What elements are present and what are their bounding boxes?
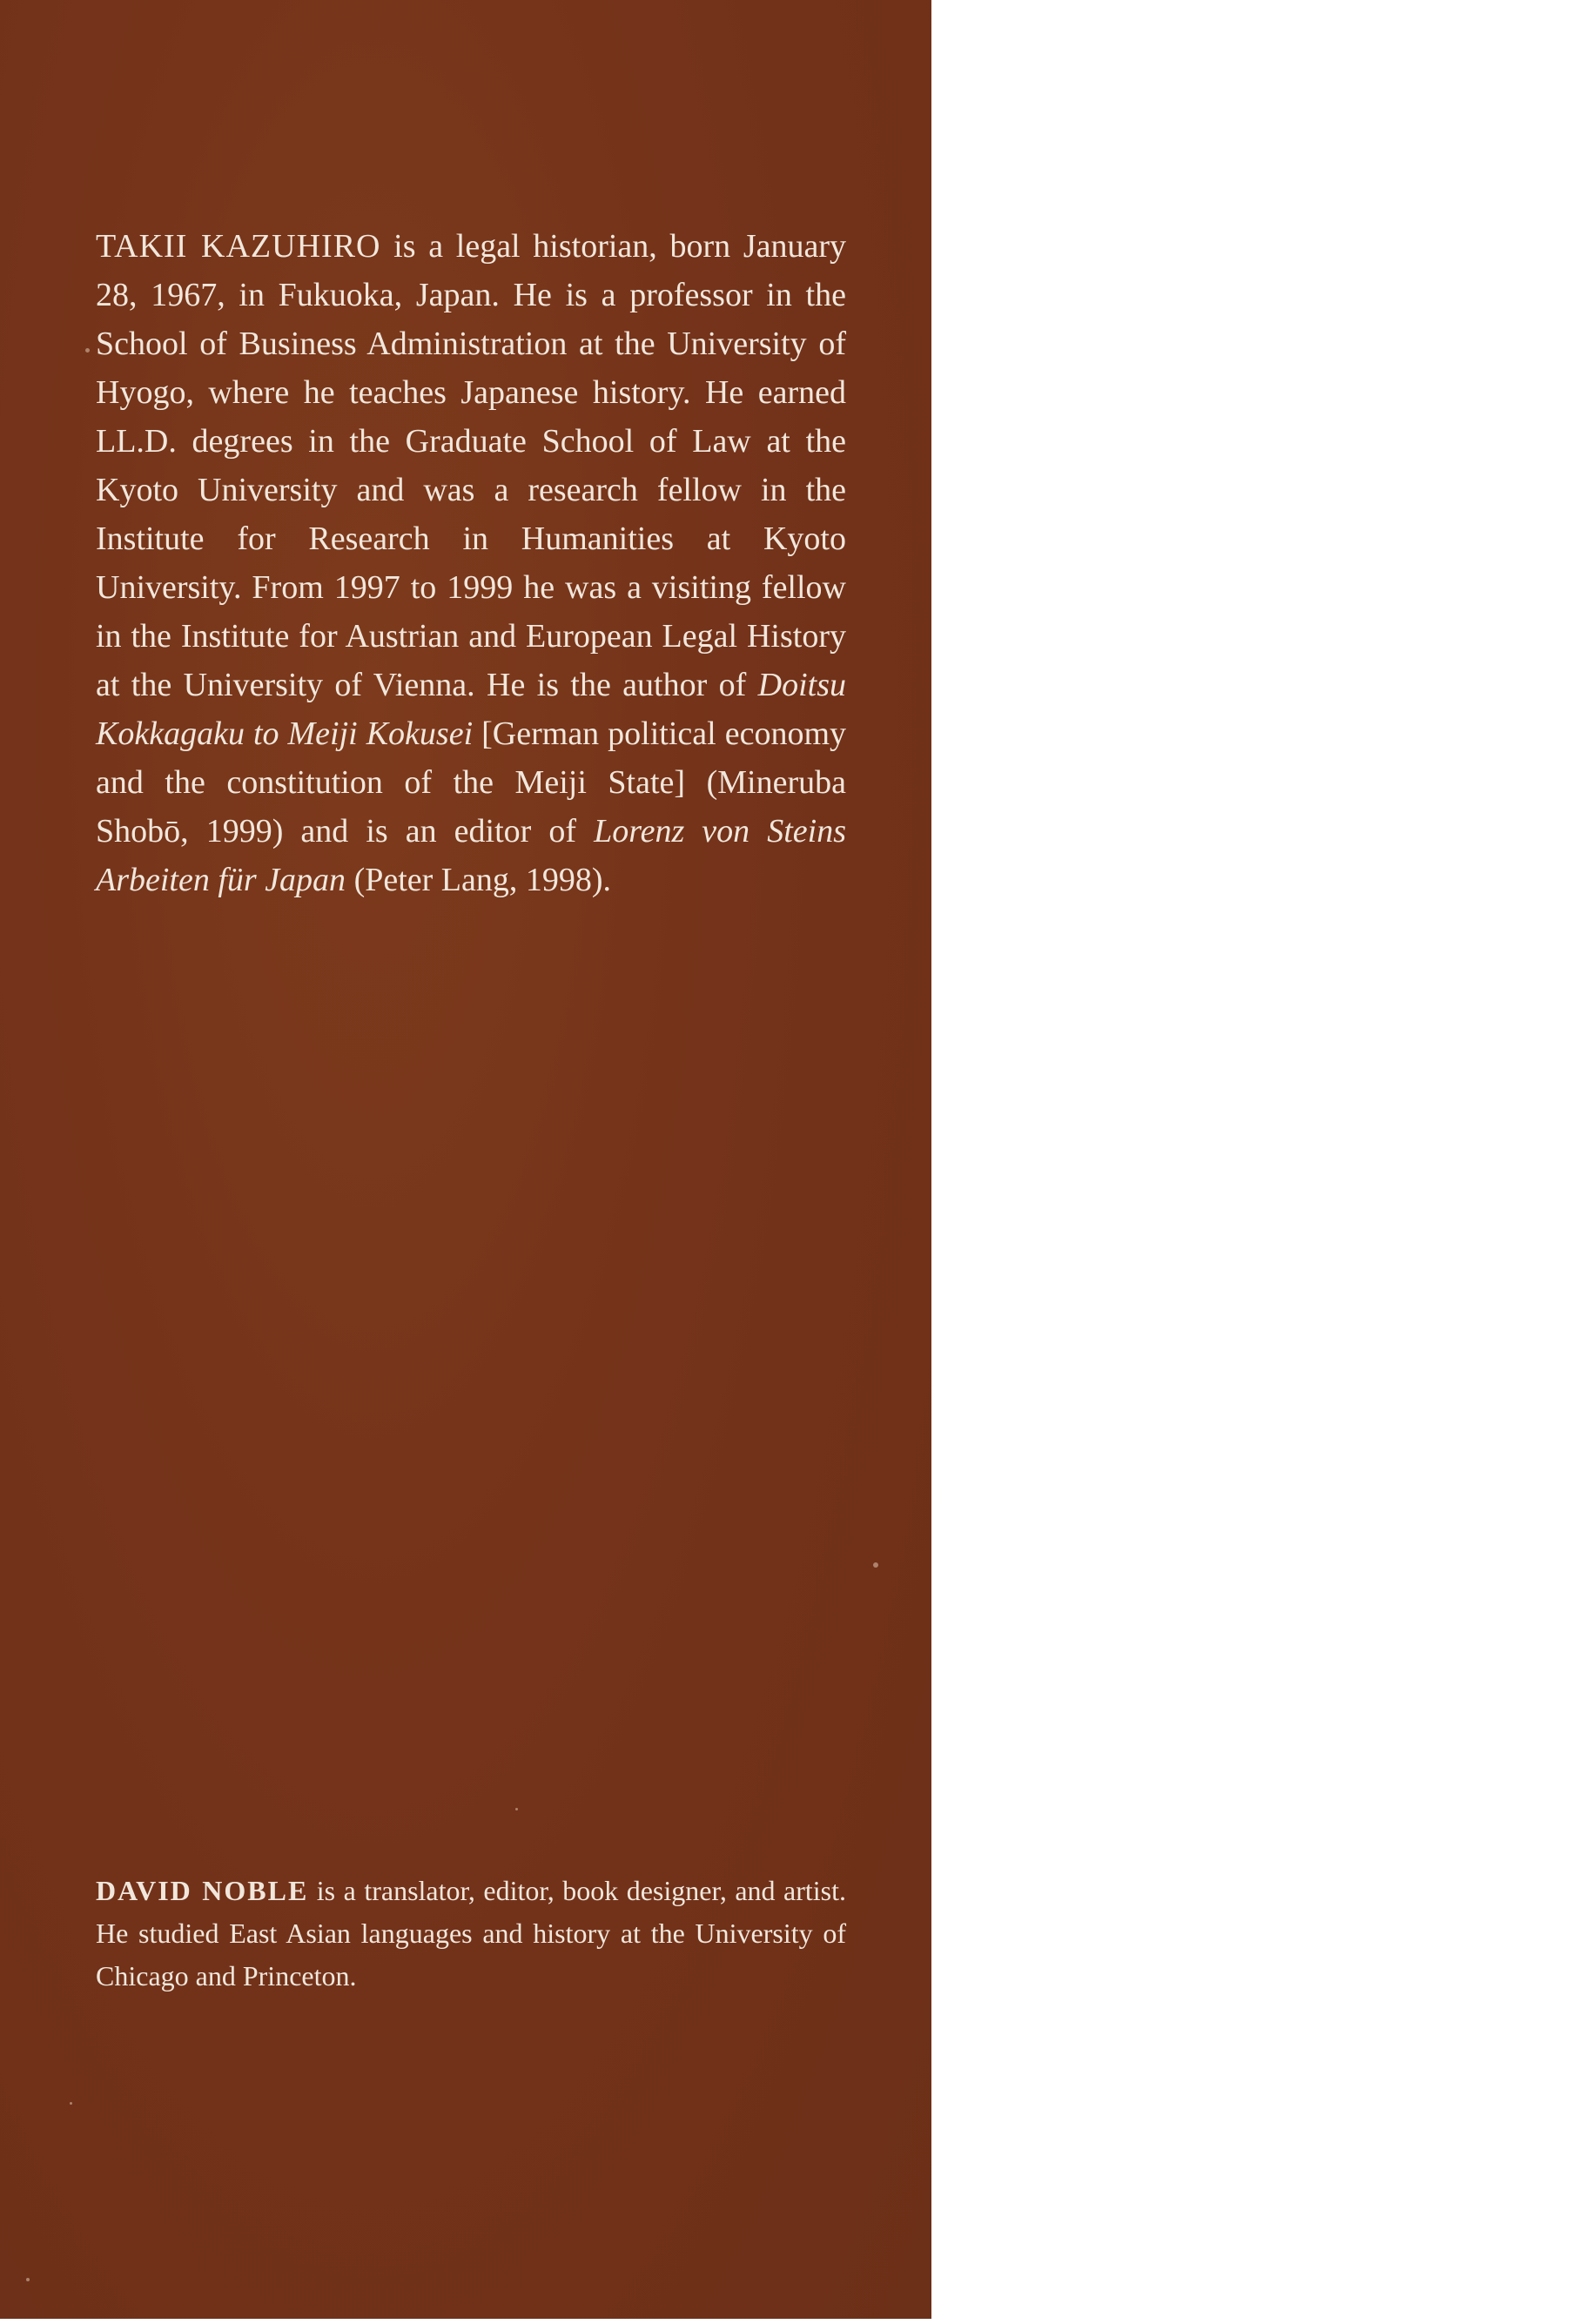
print-speck	[70, 2102, 72, 2105]
author-bio-text-2: [German political economy and the constitution of the Meiji State] (Mineruba Shobō, 1999) and is an editor of	[96, 715, 847, 850]
author-bio-text-3: (Peter Lang, 1998).	[346, 862, 612, 898]
print-speck	[873, 1562, 878, 1568]
print-speck	[26, 2278, 30, 2281]
author-book-title-1: Doitsu Kokkagaku to Meiji Kokusei	[96, 667, 846, 752]
print-speck	[515, 1808, 518, 1810]
print-speck	[85, 348, 90, 353]
author-book-title-2: Lorenz von Steins Arbeiten für Japan	[96, 813, 846, 898]
translator-bio	[96, 1870, 846, 1998]
author-bio	[96, 222, 846, 904]
author-name: TAKII KAZUHIRO	[96, 228, 381, 265]
author-bio-text-1: is a legal historian, born January 28, 1967, in Fukuoka, Japan. He is a professor in the School of Business Administration at the University of Hyogo, where he teaches Japanese history. He earned LL.D. degrees in the Graduate School of Law at the Kyoto University and was a research fellow in the Institute for Research in Humanities at Kyoto University. From 1997 to 1999 he was a visiting fellow in the Institute for Austrian and European Legal History at the University of Vienna. He is the author of	[96, 228, 846, 703]
translator-name: DAVID NOBLE	[96, 1875, 309, 1906]
translator-bio-text: is a translator, editor, book designer, and artist. He studied East Asian languages and history at the University of Chicago and Princeton.	[96, 1875, 847, 1992]
